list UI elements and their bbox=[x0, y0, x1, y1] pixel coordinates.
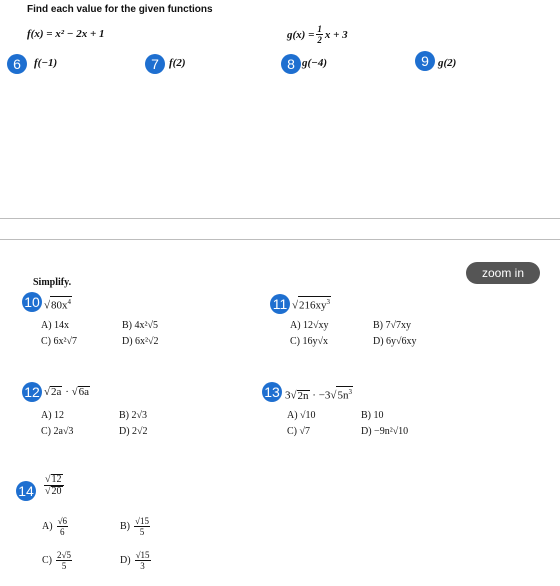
problem-10-option-b[interactable]: B) 4x²√5 bbox=[122, 320, 158, 331]
problem-14-option-b[interactable]: B) $\frac{√15}{5}$ bbox=[120, 516, 149, 537]
problem-10-option-a[interactable]: A) 14x bbox=[41, 320, 70, 331]
problem-11-badge: 11 bbox=[270, 294, 290, 314]
problem-12-badge: 12 bbox=[22, 382, 42, 402]
question-6-badge: 6 bbox=[7, 54, 27, 74]
problem-11-option-d[interactable]: D) 6y√6xy bbox=[373, 336, 417, 347]
problem-12-option-a[interactable]: A) 12 bbox=[41, 410, 65, 421]
question-9-text: g(2) bbox=[438, 57, 457, 69]
problem-10-badge: 10 bbox=[22, 292, 42, 312]
f-definition: f(x) = x² − 2x + 1 bbox=[27, 28, 105, 40]
question-9-badge: 9 bbox=[415, 51, 435, 71]
g-fraction-num: 1 bbox=[317, 24, 322, 34]
problem-13-option-b[interactable]: B) 10 bbox=[361, 410, 384, 421]
question-7-badge: 7 bbox=[145, 54, 165, 74]
worksheet-heading: Simplify. bbox=[33, 277, 72, 288]
zoom-in-button[interactable]: zoom in bbox=[466, 262, 540, 284]
problem-13-option-a[interactable]: A) √10 bbox=[287, 410, 316, 421]
problem-12-option-d[interactable]: D) 2√2 bbox=[119, 426, 148, 437]
divider-top bbox=[0, 218, 560, 219]
g-prefix: g(x) = bbox=[287, 28, 315, 41]
problem-11-option-c[interactable]: C) 16y√x bbox=[290, 336, 328, 347]
question-7-text: f(2) bbox=[169, 57, 186, 69]
problem-11-option-a[interactable]: A) 12√xy bbox=[290, 320, 329, 331]
page-title: Find each value for the given functions bbox=[27, 4, 213, 15]
problem-10-option-c[interactable]: C) 6x²√7 bbox=[41, 336, 77, 347]
question-8-text: g(−4) bbox=[302, 57, 327, 69]
g-suffix: x + 3 bbox=[324, 28, 348, 41]
question-6-text: f(−1) bbox=[34, 57, 58, 69]
problem-12-option-c[interactable]: C) 2a√3 bbox=[41, 426, 74, 437]
g-fraction bbox=[316, 24, 323, 45]
problem-11-prompt: $√216xy^3$ bbox=[292, 298, 331, 312]
problem-14-prompt: $\frac{√12}{√20}$ bbox=[45, 474, 62, 497]
problem-13-option-d[interactable]: D) −9n²√10 bbox=[361, 426, 409, 437]
g-fraction-den: 2 bbox=[317, 35, 322, 45]
problem-13-badge: 13 bbox=[262, 382, 282, 402]
problem-14-option-a[interactable]: A) $\frac{√6}{6}$ bbox=[42, 516, 68, 537]
problem-12-option-b[interactable]: B) 2√3 bbox=[119, 410, 147, 421]
problem-12-prompt: √2a · √6a bbox=[44, 386, 90, 398]
problem-14-option-c[interactable]: C) $\frac{2√5}{5}$ bbox=[42, 550, 71, 571]
problem-13-option-c[interactable]: C) √7 bbox=[287, 426, 310, 437]
problem-14-badge: 14 bbox=[16, 481, 36, 501]
problem-13-prompt: $3√2n \cdot -3√5n^3$ bbox=[285, 388, 352, 402]
problem-14-option-d[interactable]: D) $\frac{√15}{3}$ bbox=[120, 550, 150, 571]
problem-11-option-b[interactable]: B) 7√7xy bbox=[373, 320, 411, 331]
question-8-badge: 8 bbox=[281, 54, 301, 74]
divider-bottom bbox=[0, 239, 560, 240]
problem-10-prompt: $√80x^4$ bbox=[44, 298, 72, 312]
problem-10-option-d[interactable]: D) 6x²√2 bbox=[122, 336, 159, 347]
g-definition bbox=[287, 24, 348, 45]
